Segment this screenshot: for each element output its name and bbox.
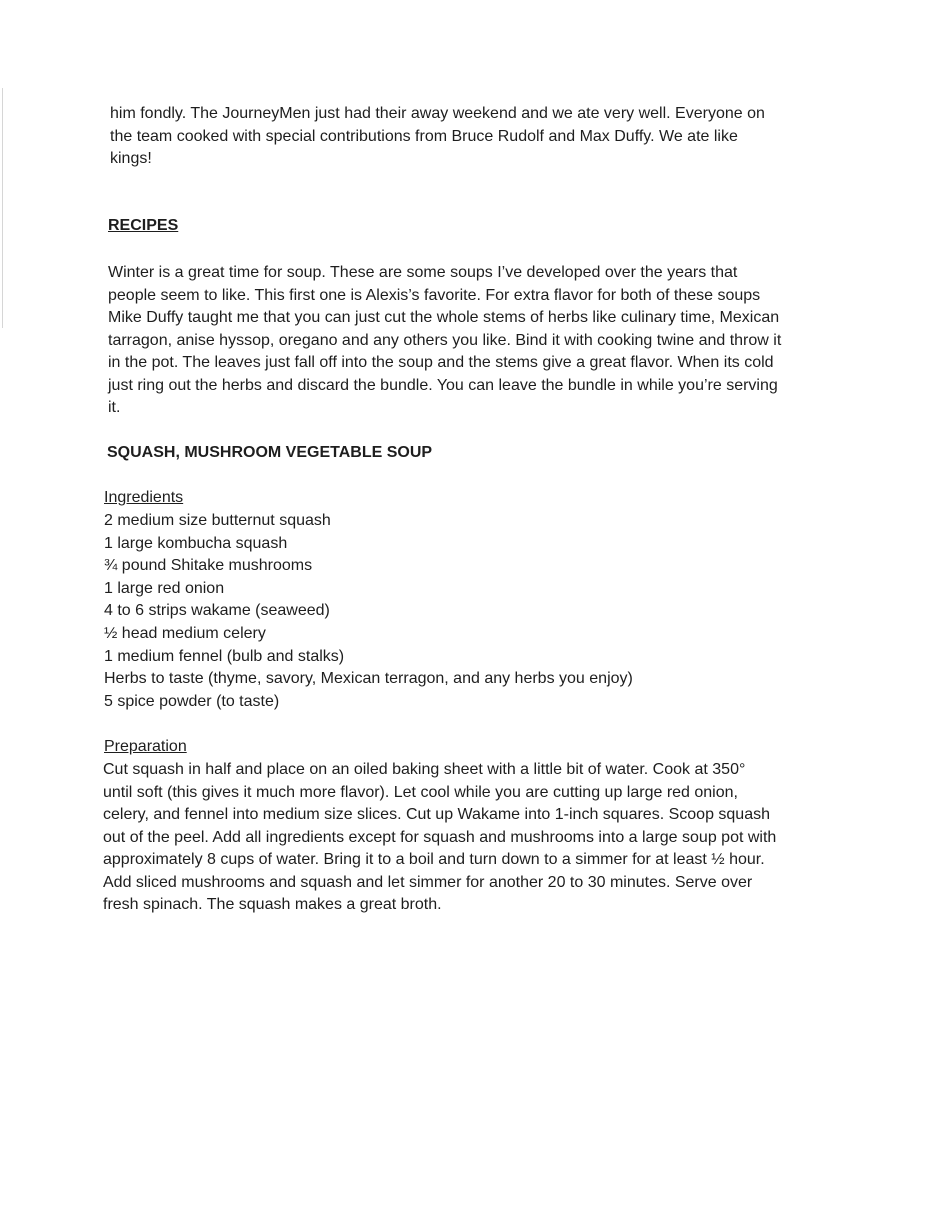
scan-edge-line — [2, 88, 3, 328]
intro-paragraph — [110, 103, 850, 171]
ingredient-item: 1 large red onion — [104, 579, 225, 597]
ingredients-list — [104, 510, 633, 713]
ingredient-item: 5 spice powder (to taste) — [104, 692, 280, 710]
preparation-line: until soft (this gives it much more flavor). Let cool while you are cutting up large red onion, — [103, 783, 738, 801]
recipes-intro-line: it. — [108, 399, 121, 416]
preparation-line: approximately 8 cups of water. Bring it to a boil and turn down to a simmer for at least ½ hour. — [103, 851, 765, 868]
preparation-paragraph — [103, 759, 848, 917]
recipes-intro-paragraph — [108, 262, 868, 420]
preparation-line: Cut squash in half and place on an oiled baking sheet with a little bit of water. Cook at 350° — [103, 761, 746, 778]
ingredient-item: 1 large kombucha squash — [104, 534, 288, 552]
recipes-intro-line: Mike Duffy taught me that you can just cut the whole stems of herbs like culinary time, Mexican — [108, 309, 780, 326]
preparation-heading: Preparation — [104, 738, 187, 755]
intro-line: kings! — [110, 150, 152, 167]
intro-line: him fondly. The JourneyMen just had their away weekend and we ate very well. Everyone on — [110, 105, 765, 122]
ingredients-heading: Ingredients — [104, 489, 184, 506]
intro-line: the team cooked with special contributions from Bruce Rudolf and Max Duffy. We ate like — [110, 127, 738, 145]
recipes-heading: RECIPES — [108, 217, 179, 234]
ingredient-item: 1 medium fennel (bulb and stalks) — [104, 647, 345, 665]
soup-title: SQUASH, MUSHROOM VEGETABLE SOUP — [107, 444, 433, 461]
ingredient-item: ½ head medium celery — [104, 624, 266, 642]
ingredient-item: 2 medium size butternut squash — [104, 512, 331, 529]
recipes-intro-line: people seem to like. This first one is Alexis’s favorite. For extra flavor for both of these soups — [108, 286, 761, 304]
preparation-line: out of the peel. Add all ingredients except for squash and mushrooms into a large soup pot with — [103, 828, 777, 846]
recipes-intro-line: in the pot. The leaves just fall off into the soup and the stems give a great flavor. When its cold — [108, 354, 774, 371]
recipes-intro-line: Winter is a great time for soup. These are some soups I’ve developed over the years that — [108, 264, 738, 281]
preparation-line: Add sliced mushrooms and squash and let simmer for another 20 to 30 minutes. Serve over — [103, 873, 753, 891]
ingredient-item: Herbs to taste (thyme, savory, Mexican terragon, and any herbs you enjoy) — [104, 670, 633, 688]
preparation-line: celery, and fennel into medium size slices. Cut up Wakame into 1-inch squares. Scoop squash — [103, 806, 770, 823]
recipes-intro-line: just ring out the herbs and discard the bundle. You can leave the bundle in while you’re serving — [108, 376, 778, 394]
ingredient-item: ¾ pound Shitake mushrooms — [104, 557, 313, 575]
ingredient-item: 4 to 6 strips wakame (seaweed) — [104, 602, 330, 620]
recipes-intro-line: tarragon, anise hyssop, oregano and any others you like. Bind it with cooking twine and throw it — [108, 331, 782, 349]
preparation-line: fresh spinach. The squash makes a great broth. — [103, 896, 442, 913]
